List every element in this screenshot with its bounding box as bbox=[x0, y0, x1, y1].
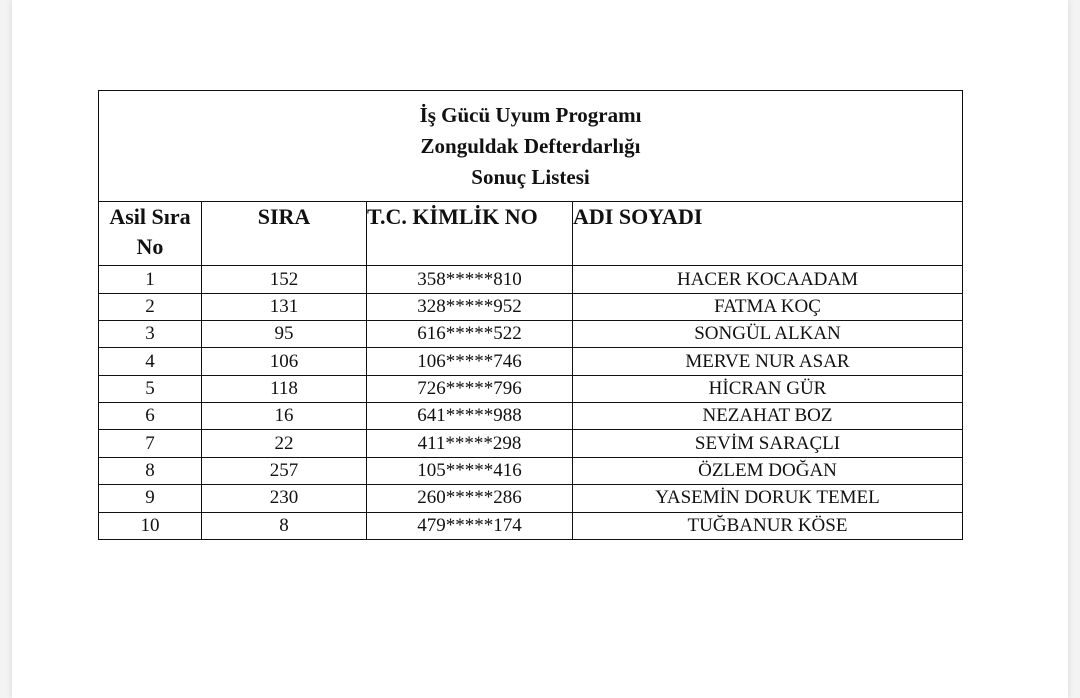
header-asil-line1: Asil Sıra bbox=[109, 204, 191, 230]
cell-name: HİCRAN GÜR bbox=[573, 375, 963, 402]
cell-sira: 152 bbox=[202, 266, 367, 293]
header-asil-sira-no bbox=[99, 202, 202, 266]
header-row bbox=[99, 202, 963, 266]
cell-asil: 7 bbox=[99, 430, 202, 457]
cell-asil: 5 bbox=[99, 375, 202, 402]
cell-name: ÖZLEM DOĞAN bbox=[573, 457, 963, 484]
cell-asil: 2 bbox=[99, 293, 202, 320]
cell-name: SEVİM SARAÇLI bbox=[573, 430, 963, 457]
cell-tc: 106*****746 bbox=[367, 348, 573, 375]
document-title bbox=[99, 91, 963, 202]
cell-asil: 4 bbox=[99, 348, 202, 375]
cell-tc: 411*****298 bbox=[367, 430, 573, 457]
cell-asil: 8 bbox=[99, 457, 202, 484]
cell-sira: 16 bbox=[202, 403, 367, 430]
office-title: Zonguldak Defterdarlığı bbox=[420, 133, 641, 158]
table-row bbox=[99, 293, 963, 320]
table-row bbox=[99, 403, 963, 430]
table-row bbox=[99, 321, 963, 348]
list-title: Sonuç Listesi bbox=[471, 164, 590, 189]
cell-name: NEZAHAT BOZ bbox=[573, 403, 963, 430]
cell-sira: 257 bbox=[202, 457, 367, 484]
cell-sira: 95 bbox=[202, 321, 367, 348]
table-row bbox=[99, 457, 963, 484]
cell-sira: 131 bbox=[202, 293, 367, 320]
cell-tc: 726*****796 bbox=[367, 375, 573, 402]
table-row bbox=[99, 512, 963, 539]
table-row bbox=[99, 266, 963, 293]
cell-asil: 3 bbox=[99, 321, 202, 348]
cell-name: YASEMİN DORUK TEMEL bbox=[573, 485, 963, 512]
cell-name: FATMA KOÇ bbox=[573, 293, 963, 320]
table-row bbox=[99, 485, 963, 512]
header-asil-line2: No bbox=[136, 234, 164, 260]
table-row bbox=[99, 375, 963, 402]
table-row bbox=[99, 348, 963, 375]
title-row bbox=[99, 91, 963, 202]
cell-sira: 118 bbox=[202, 375, 367, 402]
cell-name: HACER KOCAADAM bbox=[573, 266, 963, 293]
cell-sira: 106 bbox=[202, 348, 367, 375]
results-table bbox=[98, 90, 963, 540]
cell-sira: 22 bbox=[202, 430, 367, 457]
cell-tc: 616*****522 bbox=[367, 321, 573, 348]
cell-sira: 8 bbox=[202, 512, 367, 539]
document-page bbox=[12, 0, 1068, 698]
cell-tc: 328*****952 bbox=[367, 293, 573, 320]
cell-asil: 9 bbox=[99, 485, 202, 512]
cell-name: TUĞBANUR KÖSE bbox=[573, 512, 963, 539]
header-sira: SIRA bbox=[202, 202, 367, 266]
cell-asil: 1 bbox=[99, 266, 202, 293]
cell-name: SONGÜL ALKAN bbox=[573, 321, 963, 348]
cell-tc: 479*****174 bbox=[367, 512, 573, 539]
header-tc-kimlik-no: T.C. KİMLİK NO bbox=[367, 202, 573, 266]
cell-tc: 358*****810 bbox=[367, 266, 573, 293]
cell-tc: 641*****988 bbox=[367, 403, 573, 430]
table-row bbox=[99, 430, 963, 457]
cell-tc: 260*****286 bbox=[367, 485, 573, 512]
cell-asil: 10 bbox=[99, 512, 202, 539]
cell-sira: 230 bbox=[202, 485, 367, 512]
cell-name: MERVE NUR ASAR bbox=[573, 348, 963, 375]
program-title: İş Gücü Uyum Programı bbox=[419, 102, 642, 127]
cell-asil: 6 bbox=[99, 403, 202, 430]
header-adi-soyadi: ADI SOYADI bbox=[573, 202, 963, 266]
cell-tc: 105*****416 bbox=[367, 457, 573, 484]
